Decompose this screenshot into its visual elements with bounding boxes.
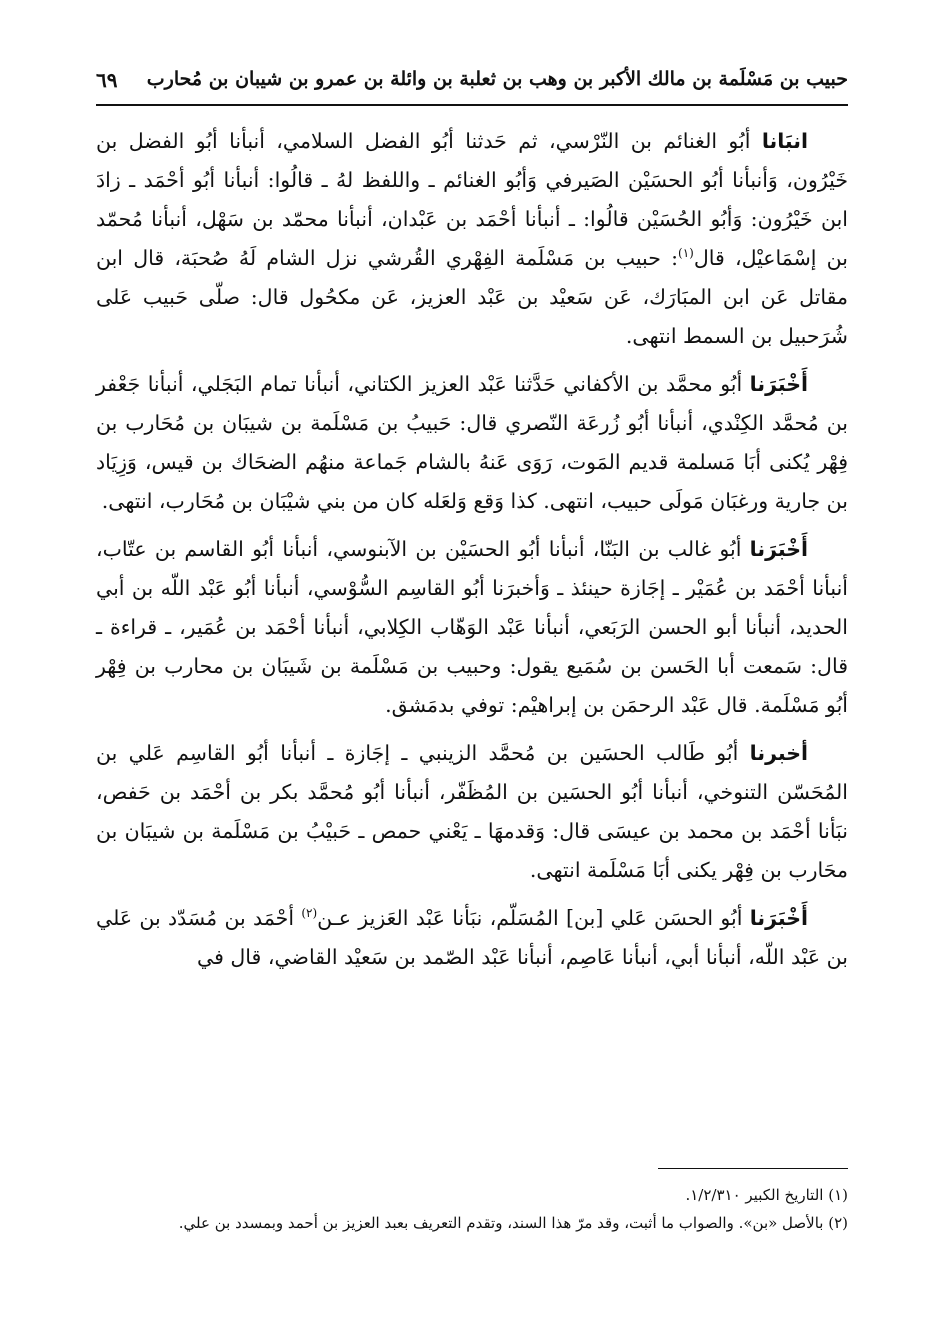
paragraph-text: أبُو الغنائم بن النّرْسي، ثم حَدثنا أبُو الفضل السلامي، أنبأنا أبُو الفضل بن خَيْرُون، وَأنبأنا أبُو الحسَيْن الصَيرفي وَأبُو الغنائم ـ واللفظ لهُ ـ قالُوا: أنبأنا أبُو أحْمَد ـ زادَ ابن خَيْرُون: وَأبُو الحُسَيْن قالُوا: ـ أنبأنا أحْمَد بن عَبْدان، أنبأنا محمّد بن سَهْل، أنبأنا مُحمّد بن إسْمَاعيْل، قال [96,129,848,270]
isnad-lead: أَخْبَرَنا [749,372,808,396]
isnad-lead: انبَانا [761,129,808,153]
paragraph-2 [96,365,848,521]
paragraph-4 [96,734,848,890]
paragraph-1 [96,122,848,356]
footnote-ref-2: (٢) [301,906,318,921]
paragraph-text: أبُو محمَّد بن الأكفاني حَدَّثنا عَبْد العزيز الكتاني، أنبأنا تمام البَجَلي، أنبأنا جَعْفر بن مُحمَّد الكِنْدي، أنبأنا أبُو زُرعَة النّصري قال: حَبيبُ بن مَسْلَمة بن شيبَان بن مُحَارب بن فِهْر يُكنى أبَا مَسلمة قديم المَوت، رَوَى عَنهُ بالشام جَماعة منهُم الضحَاك بن قيس، وَزِيَاد بن جارية ورغبَان مَولَى حبيب، انتهى. كذا وَقع وَلعَله كان من بني شيْبَان بن مُحَارب، انتهى. [96,372,848,513]
footnote-2: (٢) بالأصل «بن». والصواب ما أثبت، وقد مرّ هذا السند، وتقدم التعريف بعبد العزيز بن أحمد وبمسدد بن علي. [178,1214,848,1232]
paragraph-tail: أحْمَد بن مُسَدّد بن عَلي بن عَبْد اللّه، أنبأنا أبي، أنبأنا عَاصِم، أنبأنا عَبْد الصّمد بن سَعيْد القاضي، قال في [96,906,848,969]
paragraph-text: أبُو طَالب الحسَين بن مُحمَّد الزينبي ـ إجَازة ـ أنبأنا أبُو القاسِم عَلي بن المُحَسّن التنوخي، أنبأنا أبُو الحسَين بن المُظَفّر، أنبأنا أبُو مُحمَّد بكر بن أحْمَد بن حَفص، نبَأنا أحْمَد بن محمد بن عيسَى قال: وَقدمهَا ـ يَعْني حمص ـ حَبيْبُ بن مَسْلَمة بن شيبَان بن محَارب بن فِهْر يكنى أبَا مَسْلَمة انتهى. [96,741,848,882]
book-page [96,0,848,1344]
page-number: ٦٩ [96,68,118,92]
footnotes [96,1182,848,1238]
isnad-lead: أَخْبَرَنا [749,537,808,561]
footnote-ref-1: (١) [678,246,694,261]
footnote-1: (١) التاريخ الكبير ١/٢/٣١٠. [685,1186,848,1204]
isnad-lead: أَخْبَرَنا [749,906,809,930]
footnote-separator [658,1168,848,1169]
running-title: حبيب بن مَسْلَمة بن مالك الأكبر بن وهب بن ثعلبة بن وائلة بن عمرو بن شيبان بن مُحارب [146,68,848,90]
main-text [96,122,848,986]
paragraph-5 [96,899,848,977]
paragraph-text: أبُو الحسَن عَلي [بن] المُسَلّم، نبَأنا عَبْد العَزيز عـن [317,906,750,930]
paragraph-3 [96,530,848,725]
page-header [96,64,848,106]
isnad-lead: أخبرنا [749,741,808,765]
paragraph-text: أبُو غالب بن البَنّا، أنبأنا أبُو الحسَيْن بن الآبنوسي، أنبأنا أبُو القاسم بن عتّاب، أنبأنا أحْمَد بن عُمَيْر ـ إجَازة حينئذ ـ وَأخبرَنا أبُو القاسِم السُّوْسي، أنبأنا أبُو عَبْد اللّه بن أبي الحديد، أنبأنا أبو الحسن الرَبَعي، أنبأنا عَبْد الوَهّاب الكِلابي، أنبأنا أحْمَد بن عُمَير، ـ قراءة ـ قال: سَمعت أبا الحَسن بن سُمَيع يقول: وحبيب بن مَسْلَمة بن شَيبَان بن محارب بن فِهْر أبُو مَسْلَمة. قال عَبْد الرحمَن بن إبراهيْم: توفي بدمَشق. [96,537,848,717]
paragraph-tail: : حبيب بن مَسْلَمة الفِهْري القُرشي نزل الشام لَهُ صُحبَة، قال ابن مقاتل عَن ابن المبَارَك، عَن سَعيْد بن عَبْد العزيز، عَن مكحُول قال: صلّى حَبيب عَلى شُرَحبيل بن السمط انتهى. [96,246,848,348]
